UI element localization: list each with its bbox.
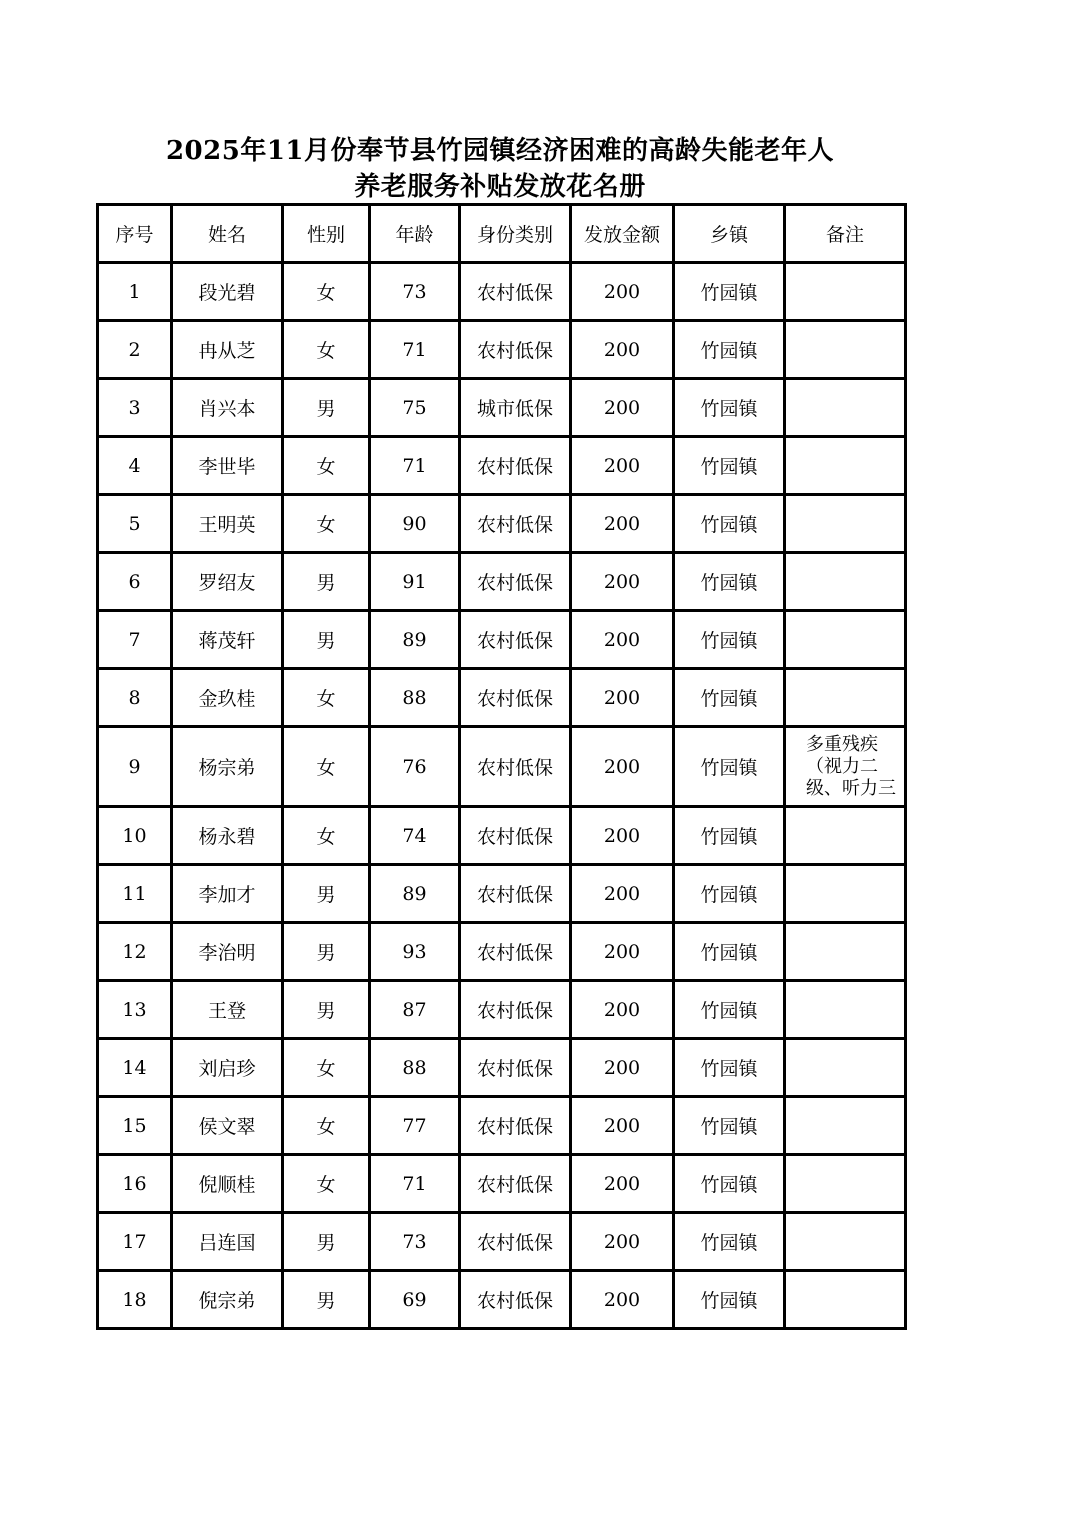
cell-note (785, 981, 906, 1039)
cell-serial-number: 1 (98, 263, 172, 321)
cell-name: 蒋茂轩 (172, 611, 283, 669)
table-row (98, 865, 906, 923)
table-row (98, 727, 906, 807)
cell-category: 农村低保 (460, 865, 571, 923)
cell-category: 农村低保 (460, 727, 571, 807)
cell-category: 农村低保 (460, 1155, 571, 1213)
table-header-row (98, 205, 906, 263)
cell-category: 农村低保 (460, 669, 571, 727)
cell-serial-number: 3 (98, 379, 172, 437)
cell-note (785, 1097, 906, 1155)
cell-age: 75 (370, 379, 460, 437)
cell-amount: 200 (571, 437, 674, 495)
cell-town: 竹园镇 (674, 923, 785, 981)
cell-category: 城市低保 (460, 379, 571, 437)
cell-name: 段光碧 (172, 263, 283, 321)
cell-age: 74 (370, 807, 460, 865)
header-category: 身份类别 (460, 205, 571, 263)
cell-category: 农村低保 (460, 495, 571, 553)
cell-town: 竹园镇 (674, 611, 785, 669)
cell-category: 农村低保 (460, 1097, 571, 1155)
table-row (98, 1097, 906, 1155)
cell-note (785, 321, 906, 379)
cell-amount: 200 (571, 321, 674, 379)
cell-serial-number: 11 (98, 865, 172, 923)
cell-serial-number: 16 (98, 1155, 172, 1213)
subsidy-roster-table (96, 203, 907, 1330)
cell-gender: 女 (283, 321, 370, 379)
table-row (98, 923, 906, 981)
cell-age: 89 (370, 611, 460, 669)
cell-gender: 男 (283, 553, 370, 611)
cell-name: 刘启珍 (172, 1039, 283, 1097)
cell-serial-number: 4 (98, 437, 172, 495)
cell-gender: 男 (283, 981, 370, 1039)
cell-town: 竹园镇 (674, 437, 785, 495)
table-row (98, 379, 906, 437)
table-row (98, 321, 906, 379)
table-row (98, 1039, 906, 1097)
cell-town: 竹园镇 (674, 321, 785, 379)
cell-name: 吕连国 (172, 1213, 283, 1271)
cell-note (785, 437, 906, 495)
cell-gender: 男 (283, 379, 370, 437)
table-row (98, 981, 906, 1039)
table-row (98, 611, 906, 669)
cell-gender: 男 (283, 923, 370, 981)
cell-age: 89 (370, 865, 460, 923)
cell-gender: 男 (283, 865, 370, 923)
cell-category: 农村低保 (460, 981, 571, 1039)
cell-name: 王登 (172, 981, 283, 1039)
table-row (98, 437, 906, 495)
cell-amount: 200 (571, 1271, 674, 1329)
cell-gender: 女 (283, 807, 370, 865)
cell-town: 竹园镇 (674, 263, 785, 321)
cell-category: 农村低保 (460, 1039, 571, 1097)
header-town: 乡镇 (674, 205, 785, 263)
cell-name: 倪顺桂 (172, 1155, 283, 1213)
cell-town: 竹园镇 (674, 981, 785, 1039)
table-row (98, 1271, 906, 1329)
cell-name: 王明英 (172, 495, 283, 553)
cell-gender: 男 (283, 611, 370, 669)
cell-gender: 女 (283, 1039, 370, 1097)
cell-category: 农村低保 (460, 553, 571, 611)
cell-category: 农村低保 (460, 437, 571, 495)
cell-age: 76 (370, 727, 460, 807)
cell-age: 91 (370, 553, 460, 611)
table-row (98, 495, 906, 553)
cell-serial-number: 18 (98, 1271, 172, 1329)
cell-town: 竹园镇 (674, 1271, 785, 1329)
cell-amount: 200 (571, 1097, 674, 1155)
cell-serial-number: 5 (98, 495, 172, 553)
table-row (98, 1213, 906, 1271)
cell-note (785, 1155, 906, 1213)
cell-age: 77 (370, 1097, 460, 1155)
table-row (98, 1155, 906, 1213)
cell-age: 88 (370, 1039, 460, 1097)
table-row (98, 669, 906, 727)
cell-gender: 女 (283, 669, 370, 727)
cell-serial-number: 10 (98, 807, 172, 865)
cell-gender: 男 (283, 1213, 370, 1271)
header-age: 年龄 (370, 205, 460, 263)
cell-serial-number: 7 (98, 611, 172, 669)
cell-name: 李加才 (172, 865, 283, 923)
table-row (98, 263, 906, 321)
cell-town: 竹园镇 (674, 495, 785, 553)
cell-serial-number: 12 (98, 923, 172, 981)
header-note: 备注 (785, 205, 906, 263)
cell-serial-number: 6 (98, 553, 172, 611)
header-amount: 发放金额 (571, 205, 674, 263)
cell-amount: 200 (571, 923, 674, 981)
cell-amount: 200 (571, 727, 674, 807)
cell-town: 竹园镇 (674, 1097, 785, 1155)
cell-name: 罗绍友 (172, 553, 283, 611)
cell-amount: 200 (571, 379, 674, 437)
cell-note (785, 553, 906, 611)
cell-name: 杨宗弟 (172, 727, 283, 807)
header-serial-number: 序号 (98, 205, 172, 263)
cell-note (785, 807, 906, 865)
cell-age: 73 (370, 263, 460, 321)
table-row (98, 807, 906, 865)
cell-age: 87 (370, 981, 460, 1039)
cell-serial-number: 14 (98, 1039, 172, 1097)
cell-gender: 女 (283, 495, 370, 553)
cell-amount: 200 (571, 611, 674, 669)
cell-serial-number: 15 (98, 1097, 172, 1155)
cell-name: 杨永碧 (172, 807, 283, 865)
cell-note (785, 495, 906, 553)
cell-note (785, 669, 906, 727)
cell-town: 竹园镇 (674, 1155, 785, 1213)
cell-amount: 200 (571, 1039, 674, 1097)
cell-note (785, 379, 906, 437)
cell-note (785, 263, 906, 321)
cell-amount: 200 (571, 1155, 674, 1213)
cell-amount: 200 (571, 263, 674, 321)
cell-serial-number: 13 (98, 981, 172, 1039)
cell-name: 冉从芝 (172, 321, 283, 379)
cell-name: 倪宗弟 (172, 1271, 283, 1329)
cell-gender: 女 (283, 1155, 370, 1213)
cell-category: 农村低保 (460, 321, 571, 379)
cell-category: 农村低保 (460, 263, 571, 321)
table-body (98, 263, 906, 1329)
cell-name: 李世毕 (172, 437, 283, 495)
header-gender: 性别 (283, 205, 370, 263)
cell-name: 肖兴本 (172, 379, 283, 437)
cell-age: 71 (370, 321, 460, 379)
cell-age: 93 (370, 923, 460, 981)
cell-town: 竹园镇 (674, 865, 785, 923)
cell-note (785, 1271, 906, 1329)
cell-note (785, 923, 906, 981)
document-title-line2: 养老服务补贴发放花名册 (354, 172, 646, 202)
cell-age: 69 (370, 1271, 460, 1329)
cell-town: 竹园镇 (674, 1213, 785, 1271)
cell-gender: 男 (283, 1271, 370, 1329)
cell-category: 农村低保 (460, 611, 571, 669)
cell-age: 88 (370, 669, 460, 727)
cell-age: 71 (370, 1155, 460, 1213)
cell-gender: 女 (283, 727, 370, 807)
cell-name: 李治明 (172, 923, 283, 981)
cell-serial-number: 9 (98, 727, 172, 807)
cell-serial-number: 8 (98, 669, 172, 727)
cell-category: 农村低保 (460, 1213, 571, 1271)
cell-amount: 200 (571, 807, 674, 865)
cell-age: 71 (370, 437, 460, 495)
cell-amount: 200 (571, 1213, 674, 1271)
cell-note (785, 727, 906, 807)
cell-town: 竹园镇 (674, 727, 785, 807)
header-name: 姓名 (172, 205, 283, 263)
cell-note (785, 865, 906, 923)
cell-name: 侯文翠 (172, 1097, 283, 1155)
note-text: 多重残疾（视力二级、听力三 (806, 733, 896, 799)
table-row (98, 553, 906, 611)
cell-category: 农村低保 (460, 923, 571, 981)
cell-amount: 200 (571, 495, 674, 553)
cell-amount: 200 (571, 553, 674, 611)
cell-note (785, 611, 906, 669)
cell-gender: 女 (283, 1097, 370, 1155)
cell-gender: 女 (283, 263, 370, 321)
cell-amount: 200 (571, 669, 674, 727)
cell-category: 农村低保 (460, 1271, 571, 1329)
cell-name: 金玖桂 (172, 669, 283, 727)
cell-age: 90 (370, 495, 460, 553)
cell-serial-number: 17 (98, 1213, 172, 1271)
cell-town: 竹园镇 (674, 1039, 785, 1097)
cell-gender: 女 (283, 437, 370, 495)
cell-town: 竹园镇 (674, 553, 785, 611)
cell-age: 73 (370, 1213, 460, 1271)
cell-category: 农村低保 (460, 807, 571, 865)
cell-serial-number: 2 (98, 321, 172, 379)
cell-note (785, 1039, 906, 1097)
cell-amount: 200 (571, 865, 674, 923)
cell-town: 竹园镇 (674, 379, 785, 437)
cell-note (785, 1213, 906, 1271)
cell-town: 竹园镇 (674, 669, 785, 727)
cell-town: 竹园镇 (674, 807, 785, 865)
document-title-line1: 2025年11月份奉节县竹园镇经济困难的高龄失能老年人 (165, 136, 835, 166)
cell-amount: 200 (571, 981, 674, 1039)
